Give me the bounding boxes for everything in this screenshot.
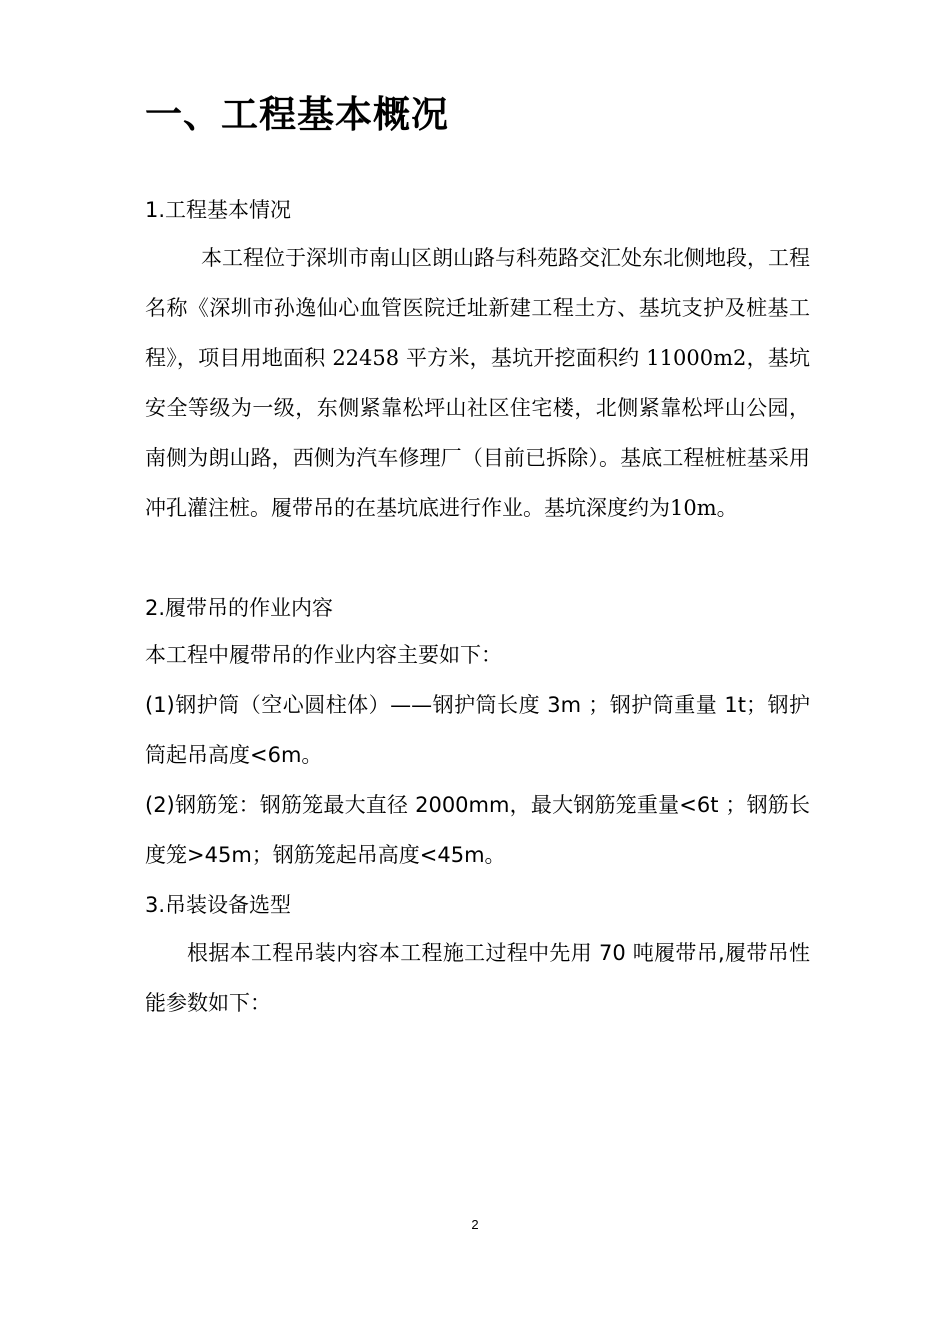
page-number: 2 xyxy=(471,1217,479,1232)
section-heading-basic-info: 1.工程基本情况 xyxy=(145,198,292,222)
chapter-title: 一、工程基本概况 xyxy=(145,93,449,136)
equipment-selection-paragraph: 根据本工程吊装内容本工程施工过程中先用 70 吨履带吊,履带吊性能参数如下： xyxy=(145,941,810,1015)
section-heading-equipment-selection: 3.吊装设备选型 xyxy=(145,893,292,917)
rebar-cage-item: (2)钢筋笼：钢筋笼最大直径 2000mm，最大钢筋笼重量<6t ；钢筋长度笼>45m；钢筋笼起吊高度<45m。 xyxy=(145,793,810,867)
section-heading-crane-work: 2.履带吊的作业内容 xyxy=(145,596,334,620)
steel-casing-item: (1)钢护筒（空心圆柱体）——钢护筒长度 3m ；钢护筒重量 1t；钢护筒起吊高度<6m。 xyxy=(145,693,810,767)
project-description-paragraph: 本工程位于深圳市南山区朗山路与科苑路交汇处东北侧地段，工程名称《深圳市孙逸仙心血管医院迁址新建工程土方、基坑支护及桩基工程》，项目用地面积 22458 平方米，基坑开挖面积约 11000m2，基坑安全等级为一级，东侧紧靠松坪山社区住宅楼，北侧紧靠松坪山公园，南侧为朗山路，西侧为汽车修理厂（目前已拆除）。基底工程桩桩基采用冲孔灌注桩。履带吊的在基坑底进行作业。基坑深度约为10m。 xyxy=(145,246,810,520)
crane-work-intro: 本工程中履带吊的作业内容主要如下： xyxy=(145,643,502,667)
